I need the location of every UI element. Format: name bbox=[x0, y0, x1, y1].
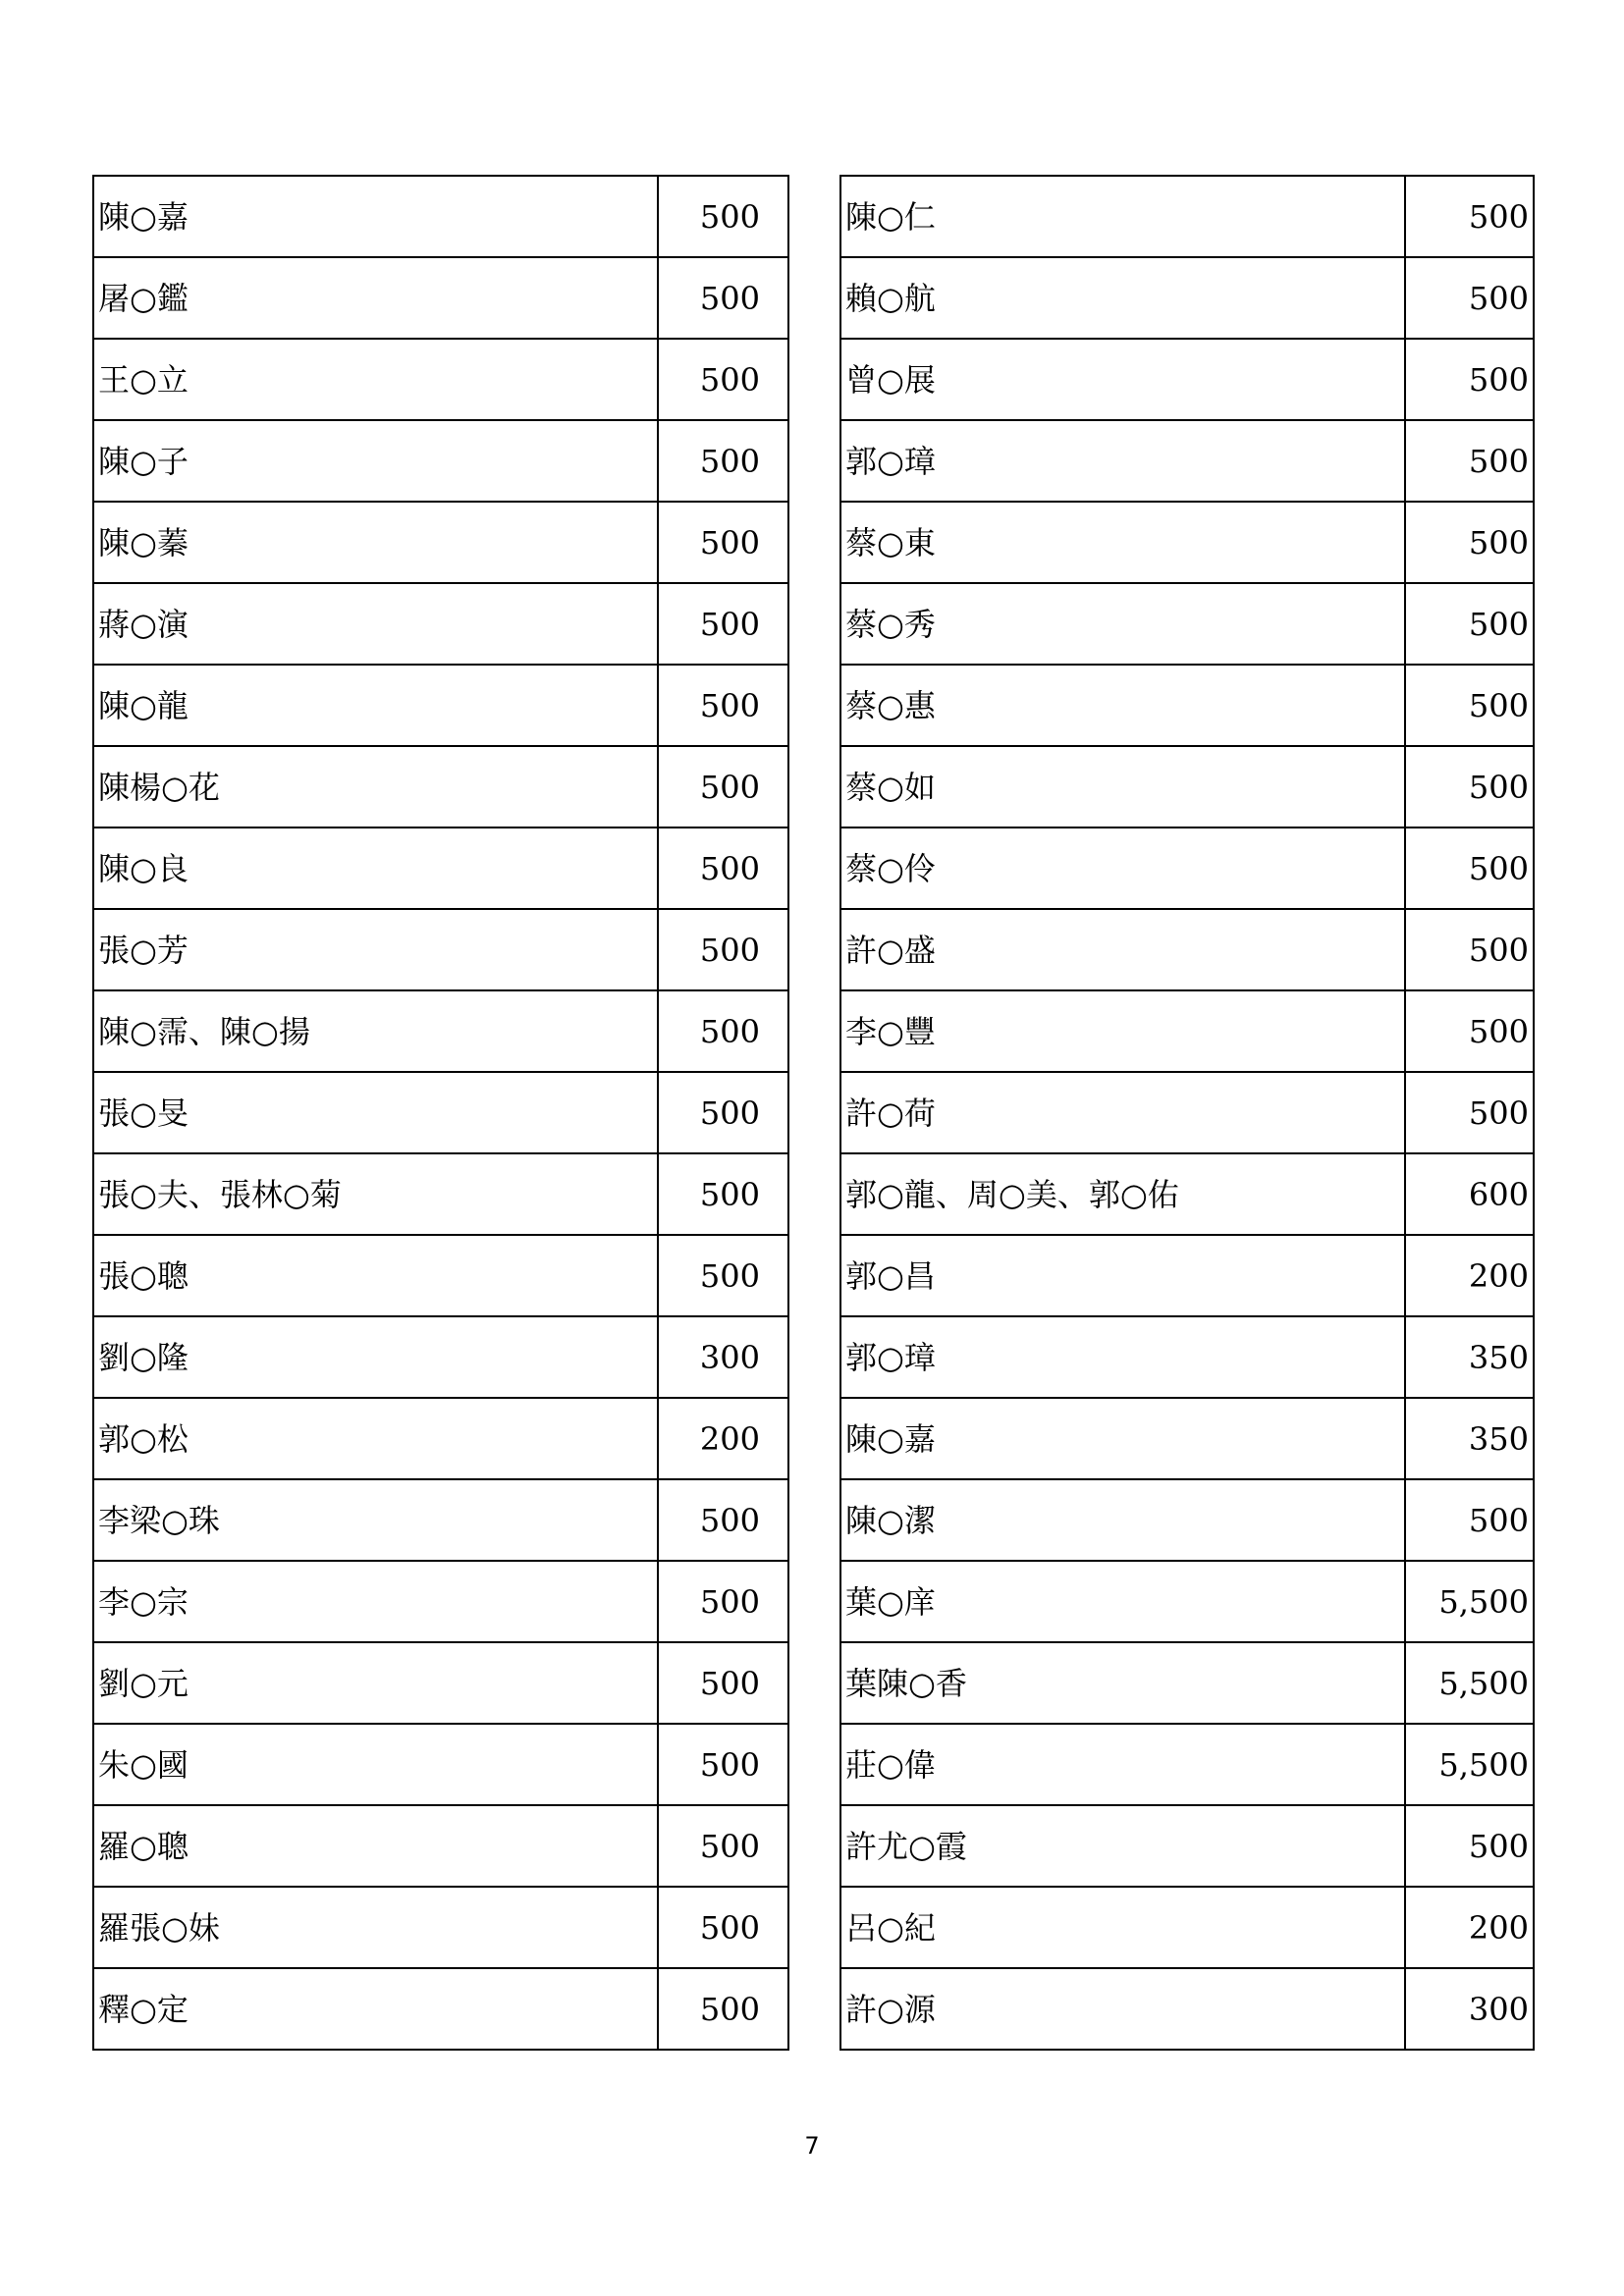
table-row bbox=[840, 1072, 1534, 1153]
donor-name: 蔡○如 bbox=[840, 746, 1405, 828]
donor-name: 屠○鑑 bbox=[93, 257, 658, 339]
donation-amount: 500 bbox=[1405, 420, 1534, 502]
donation-amount: 500 bbox=[1405, 176, 1534, 257]
donation-amount: 500 bbox=[658, 1235, 788, 1316]
donor-name: 呂○紀 bbox=[840, 1887, 1405, 1968]
donor-name: 張○夫、張林○菊 bbox=[93, 1153, 658, 1235]
table-row bbox=[840, 1316, 1534, 1398]
donation-amount: 350 bbox=[1405, 1398, 1534, 1479]
donor-name: 陳○龍 bbox=[93, 665, 658, 746]
donation-amount: 300 bbox=[1405, 1968, 1534, 2050]
donation-amount: 500 bbox=[658, 583, 788, 665]
donor-name: 陳○嘉 bbox=[840, 1398, 1405, 1479]
donor-name: 陳○仁 bbox=[840, 176, 1405, 257]
table-row bbox=[93, 746, 788, 828]
donor-name: 郭○璋 bbox=[840, 420, 1405, 502]
table-row bbox=[840, 1887, 1534, 1968]
table-row bbox=[840, 502, 1534, 583]
donation-amount: 500 bbox=[658, 1805, 788, 1887]
donation-amount: 500 bbox=[658, 502, 788, 583]
table-row bbox=[840, 909, 1534, 990]
donor-name: 羅張○妹 bbox=[93, 1887, 658, 1968]
donor-name: 蔡○秀 bbox=[840, 583, 1405, 665]
table-row bbox=[840, 257, 1534, 339]
donation-amount: 500 bbox=[658, 1072, 788, 1153]
donor-name: 陳○蓁 bbox=[93, 502, 658, 583]
donor-name: 蔡○伶 bbox=[840, 828, 1405, 909]
table-row bbox=[93, 1968, 788, 2050]
table-row bbox=[93, 1235, 788, 1316]
donation-amount: 500 bbox=[1405, 746, 1534, 828]
table-row bbox=[840, 990, 1534, 1072]
table-row bbox=[840, 1153, 1534, 1235]
donation-amount: 500 bbox=[658, 1968, 788, 2050]
donor-name: 釋○定 bbox=[93, 1968, 658, 2050]
table-row bbox=[93, 1479, 788, 1561]
donor-name: 許○源 bbox=[840, 1968, 1405, 2050]
table-row bbox=[840, 1724, 1534, 1805]
donation-amount: 500 bbox=[1405, 1805, 1534, 1887]
donation-amount: 200 bbox=[1405, 1887, 1534, 1968]
table-row bbox=[93, 502, 788, 583]
table-row bbox=[93, 909, 788, 990]
donor-name: 陳○霈、陳○揚 bbox=[93, 990, 658, 1072]
donor-name: 朱○國 bbox=[93, 1724, 658, 1805]
donor-name: 李梁○珠 bbox=[93, 1479, 658, 1561]
table-row bbox=[93, 1724, 788, 1805]
donor-name: 劉○隆 bbox=[93, 1316, 658, 1398]
table-row bbox=[840, 1561, 1534, 1642]
donation-amount: 5,500 bbox=[1405, 1561, 1534, 1642]
donation-amount: 500 bbox=[1405, 990, 1534, 1072]
donation-amount: 500 bbox=[658, 1887, 788, 1968]
donation-amount: 500 bbox=[658, 1153, 788, 1235]
table-row bbox=[840, 420, 1534, 502]
table-row bbox=[93, 176, 788, 257]
donation-amount: 500 bbox=[1405, 665, 1534, 746]
donor-name: 許尤○霞 bbox=[840, 1805, 1405, 1887]
table-row bbox=[93, 583, 788, 665]
donation-amount: 500 bbox=[658, 257, 788, 339]
donor-table-right bbox=[839, 175, 1535, 2051]
table-row bbox=[93, 1316, 788, 1398]
table-row bbox=[840, 1642, 1534, 1724]
donor-name: 王○立 bbox=[93, 339, 658, 420]
donor-name: 郭○昌 bbox=[840, 1235, 1405, 1316]
table-row bbox=[93, 339, 788, 420]
table-row bbox=[840, 1479, 1534, 1561]
table-row bbox=[840, 828, 1534, 909]
table-row bbox=[840, 1805, 1534, 1887]
table-row bbox=[840, 1235, 1534, 1316]
donor-name: 蔣○演 bbox=[93, 583, 658, 665]
table-row bbox=[840, 665, 1534, 746]
table-row bbox=[93, 990, 788, 1072]
donation-amount: 600 bbox=[1405, 1153, 1534, 1235]
donation-amount: 500 bbox=[658, 828, 788, 909]
donor-name: 李○豐 bbox=[840, 990, 1405, 1072]
donation-amount: 300 bbox=[658, 1316, 788, 1398]
donation-amount: 5,500 bbox=[1405, 1642, 1534, 1724]
donor-name: 郭○龍、周○美、郭○佑 bbox=[840, 1153, 1405, 1235]
table-row bbox=[93, 1398, 788, 1479]
donation-amount: 500 bbox=[658, 909, 788, 990]
donor-table-left bbox=[92, 175, 789, 2051]
donor-name: 賴○航 bbox=[840, 257, 1405, 339]
donor-name: 許○荷 bbox=[840, 1072, 1405, 1153]
table-row bbox=[93, 1561, 788, 1642]
donation-amount: 500 bbox=[1405, 502, 1534, 583]
table-row bbox=[840, 746, 1534, 828]
table-row bbox=[93, 1072, 788, 1153]
donor-name: 陳○良 bbox=[93, 828, 658, 909]
donor-name: 許○盛 bbox=[840, 909, 1405, 990]
table-row bbox=[93, 1805, 788, 1887]
donation-amount: 500 bbox=[658, 339, 788, 420]
donation-amount: 500 bbox=[658, 176, 788, 257]
donor-name: 郭○松 bbox=[93, 1398, 658, 1479]
donor-name: 蔡○東 bbox=[840, 502, 1405, 583]
donor-name: 陳○潔 bbox=[840, 1479, 1405, 1561]
donor-name: 李○宗 bbox=[93, 1561, 658, 1642]
table-row bbox=[840, 1398, 1534, 1479]
donation-amount: 5,500 bbox=[1405, 1724, 1534, 1805]
table-row bbox=[93, 828, 788, 909]
donation-amount: 500 bbox=[1405, 1072, 1534, 1153]
donor-name: 張○旻 bbox=[93, 1072, 658, 1153]
donation-amount: 500 bbox=[1405, 583, 1534, 665]
donor-name: 郭○璋 bbox=[840, 1316, 1405, 1398]
table-row bbox=[93, 1642, 788, 1724]
table-row bbox=[93, 420, 788, 502]
donation-amount: 500 bbox=[658, 1642, 788, 1724]
donation-amount: 200 bbox=[1405, 1235, 1534, 1316]
table-row bbox=[840, 176, 1534, 257]
page-number: 7 bbox=[804, 2132, 820, 2160]
donation-amount: 500 bbox=[658, 990, 788, 1072]
table-row bbox=[840, 339, 1534, 420]
donor-table-right-body bbox=[840, 176, 1534, 2050]
donation-amount: 500 bbox=[1405, 828, 1534, 909]
donation-amount: 500 bbox=[658, 420, 788, 502]
donation-amount: 350 bbox=[1405, 1316, 1534, 1398]
table-row bbox=[93, 257, 788, 339]
table-row bbox=[840, 583, 1534, 665]
donor-name: 張○芳 bbox=[93, 909, 658, 990]
donation-amount: 500 bbox=[658, 1479, 788, 1561]
donor-name: 張○聰 bbox=[93, 1235, 658, 1316]
donation-amount: 500 bbox=[658, 665, 788, 746]
donor-name: 莊○偉 bbox=[840, 1724, 1405, 1805]
donor-name: 曾○展 bbox=[840, 339, 1405, 420]
donor-name: 劉○元 bbox=[93, 1642, 658, 1724]
donation-amount: 500 bbox=[1405, 339, 1534, 420]
donor-name: 葉○庠 bbox=[840, 1561, 1405, 1642]
donation-amount: 500 bbox=[1405, 1479, 1534, 1561]
donation-amount: 500 bbox=[658, 1561, 788, 1642]
table-row bbox=[93, 665, 788, 746]
donation-amount: 200 bbox=[658, 1398, 788, 1479]
donor-name: 葉陳○香 bbox=[840, 1642, 1405, 1724]
donor-name: 陳楊○花 bbox=[93, 746, 658, 828]
donor-name: 羅○聰 bbox=[93, 1805, 658, 1887]
table-row bbox=[93, 1153, 788, 1235]
donation-amount: 500 bbox=[658, 1724, 788, 1805]
donor-name: 蔡○惠 bbox=[840, 665, 1405, 746]
donation-amount: 500 bbox=[1405, 257, 1534, 339]
table-row bbox=[93, 1887, 788, 1968]
donor-name: 陳○嘉 bbox=[93, 176, 658, 257]
donation-amount: 500 bbox=[658, 746, 788, 828]
donor-table-left-body bbox=[93, 176, 788, 2050]
table-row bbox=[840, 1968, 1534, 2050]
donor-name: 陳○子 bbox=[93, 420, 658, 502]
donation-amount: 500 bbox=[1405, 909, 1534, 990]
